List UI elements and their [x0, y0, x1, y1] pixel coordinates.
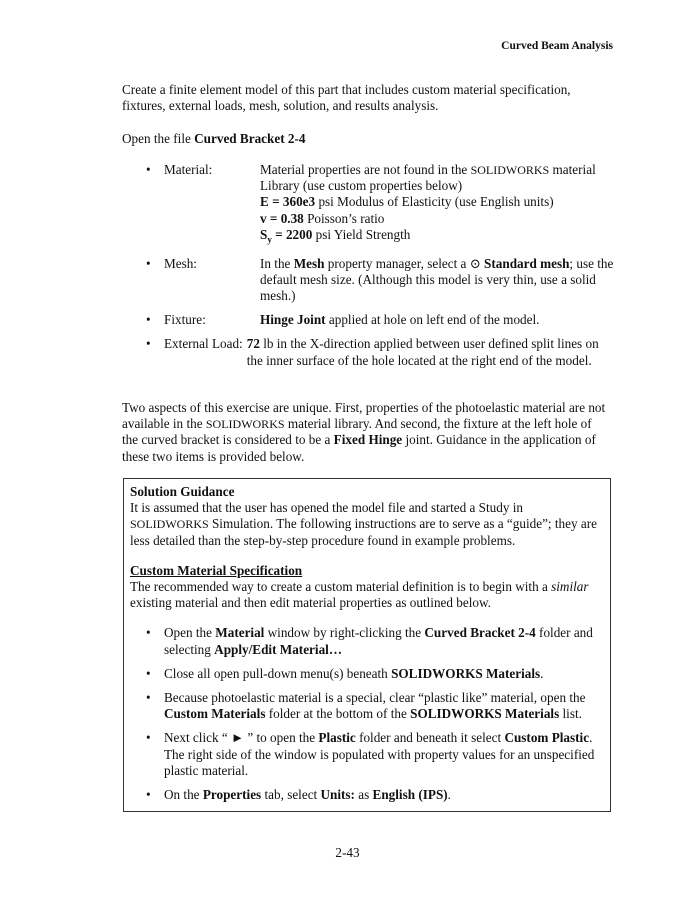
step-text: . The right side of the window is populated with property values for an unspecified plastic material. — [164, 730, 595, 778]
step-text: Next click “ ► ” to open the — [164, 730, 319, 746]
load-label: External Load: — [164, 336, 243, 352]
mesh-t3: property manager, select a — [324, 255, 470, 271]
step-text: as — [354, 787, 373, 803]
bullet: • — [146, 336, 151, 352]
step-text: folder at the bottom of the — [265, 706, 411, 722]
e-value: E = 360e3 — [260, 194, 316, 210]
bullet: • — [146, 665, 151, 681]
cms-t1: The recommended way to create a custom material definition is to begin with a — [130, 579, 552, 595]
mesh-t4: Standard mesh — [480, 255, 570, 271]
mesh-text — [260, 256, 616, 305]
v-text: Poisson’s ratio — [303, 210, 385, 226]
step-text: Close all open pull-down menu(s) beneath — [164, 665, 392, 681]
material-item — [146, 162, 616, 248]
spec-list — [146, 162, 616, 377]
guidance-t1: It is assumed that the user has opened the model file and started a Study in — [130, 500, 523, 516]
v-value: v = 0.38 — [260, 210, 304, 226]
step-bold: SOLIDWORKS Materials — [391, 665, 541, 681]
bullet: • — [146, 690, 151, 706]
mesh-t2: Mesh — [293, 255, 325, 271]
step-bold: Properties — [202, 787, 262, 803]
load-item — [146, 336, 616, 368]
step-bold: SOLIDWORKS Materials — [410, 706, 560, 722]
guidance-t3: Simulation. The following instructions are to serve as a “guide”; they are less detailed than the step-by-step procedure found in example problems. — [130, 516, 597, 548]
step-text: tab, select — [261, 787, 321, 803]
step-bold: Custom Materials — [164, 706, 266, 722]
step-bold: English (IPS) — [372, 787, 448, 803]
aspects-t2: SOLIDWORKS — [205, 417, 285, 432]
bullet: • — [146, 625, 151, 641]
cms-t2: similar — [551, 579, 589, 595]
mesh-item — [146, 256, 616, 305]
material-line1-a: Material properties are not found in the — [260, 162, 471, 177]
aspects-t3: material library. And second, the fixture at the left hole of the curved bracket is considered to be a — [122, 416, 592, 448]
open-file-prefix: Open the file — [122, 131, 195, 146]
steps-list — [130, 625, 610, 803]
bullet: • — [146, 312, 151, 328]
aspects-t5: joint. Guidance in the application of these two items is provided below. — [122, 432, 596, 464]
guidance-title: Solution Guidance — [130, 484, 235, 499]
fixture-text — [260, 312, 616, 328]
load-t2: lb in the X-direction applied between user defined split lines on the inner surface of the hole located at the right end of the model. — [246, 336, 599, 368]
step-text: Because photoelastic material is a special, clear “plastic like” material, open the — [164, 690, 586, 706]
bullet: • — [146, 162, 151, 177]
step-bold: Custom Plastic — [504, 730, 590, 746]
step-text: folder and selecting — [164, 625, 593, 657]
load-t1: 72 — [246, 336, 260, 352]
sy-symbol: S — [260, 226, 268, 242]
open-file-name: Curved Bracket 2-4 — [194, 131, 306, 146]
step-text: . — [447, 787, 451, 803]
mesh-t5: ; use the default mesh size. (Although this model is very thin, use a solid mesh.) — [260, 255, 614, 304]
fixture-item — [146, 312, 616, 328]
sy-value: = 2200 — [271, 226, 313, 242]
radio-icon: ⊙ — [469, 255, 481, 271]
step-text: On the — [164, 787, 203, 803]
step-bold: Apply/Edit Material… — [214, 641, 343, 657]
bullet: • — [146, 255, 151, 271]
bullet: • — [146, 787, 151, 803]
step-item — [146, 666, 604, 682]
step-bold: Plastic — [318, 730, 356, 746]
step-text: list. — [559, 706, 582, 722]
step-item — [146, 625, 604, 657]
sy-subscript: y — [267, 234, 272, 245]
material-line1-b: SOLIDWORKS — [470, 163, 550, 177]
fixture-t2: applied at hole on left end of the model. — [325, 312, 540, 328]
step-bold: Curved Bracket 2-4 — [424, 625, 536, 641]
step-text: Open the — [164, 625, 216, 641]
cms-t3: existing material and then edit material properties as outlined below. — [130, 595, 491, 611]
aspects-t4: Fixed Hinge — [333, 432, 403, 448]
material-label: Material: — [164, 162, 213, 177]
step-bold: Material — [215, 625, 265, 641]
aspects-paragraph — [122, 400, 610, 465]
step-text: folder and beneath it select — [355, 730, 505, 746]
open-file-line — [122, 131, 592, 147]
guidance-text — [130, 500, 600, 549]
aspects-t1: Two aspects of this exercise are unique. First, properties of the photoelastic material are not available in the — [122, 400, 606, 432]
running-header: Curved Beam Analysis — [501, 40, 613, 52]
fixture-label: Fixture: — [164, 312, 206, 328]
material-text — [260, 162, 616, 248]
custom-material-title: Custom Material Specification — [130, 562, 303, 578]
custom-material-text — [130, 579, 600, 611]
step-text: window by right-clicking the — [264, 625, 425, 641]
sy-text: psi Yield Strength — [312, 226, 411, 242]
step-item — [146, 787, 604, 803]
mesh-t1: In the — [260, 255, 294, 271]
e-text: psi Modulus of Elasticity (use English units) — [315, 194, 554, 210]
bullet: • — [146, 730, 151, 746]
intro-paragraph: Create a finite element model of this part that includes custom material specification, fixtures, external loads, mesh, solution, and results analysis. — [122, 82, 571, 114]
guidance-t2: SOLIDWORKS — [130, 517, 209, 532]
fixture-t1: Hinge Joint — [260, 312, 326, 328]
step-item — [146, 690, 604, 722]
page-number: 2-43 — [335, 845, 360, 860]
material-line1-c: material Library (use custom properties below) — [260, 162, 596, 194]
step-item — [146, 730, 604, 779]
step-bold: Units: — [320, 787, 355, 803]
step-text: . — [540, 665, 544, 681]
mesh-label: Mesh: — [164, 255, 197, 271]
load-text — [247, 336, 616, 368]
solution-guidance-box — [123, 478, 611, 812]
